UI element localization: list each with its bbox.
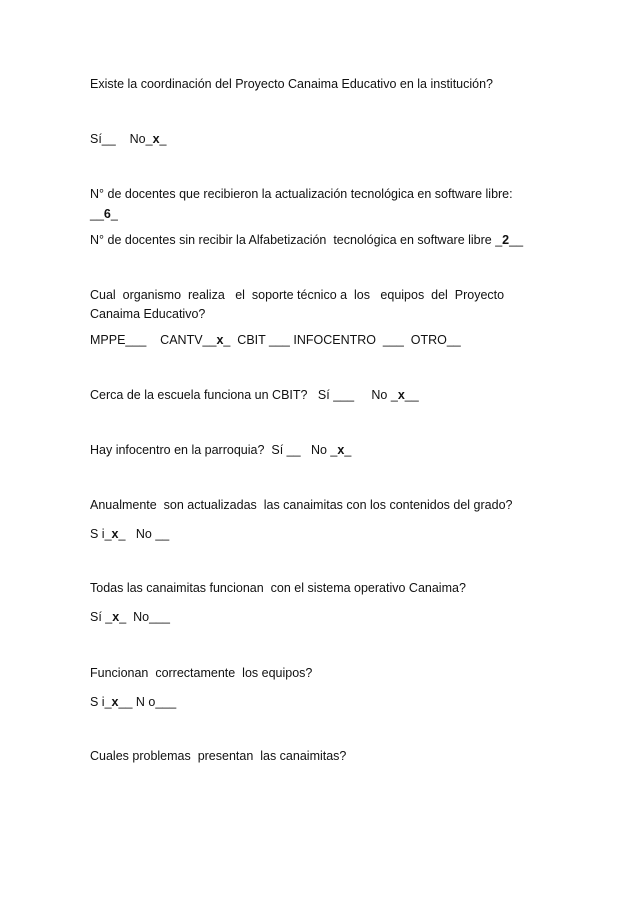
q8-answer-prefix: S i_ — [90, 695, 112, 709]
q7-mark: x — [112, 610, 120, 624]
q7-answer-suffix: _ No___ — [119, 610, 170, 624]
q6-mark: x — [111, 527, 119, 541]
q5-text: Hay infocentro en la parroquia? Sí __ No _ — [90, 443, 338, 457]
q3-options-mppe: MPPE___ CANTV__ — [90, 333, 217, 347]
q2-line2 — [90, 206, 118, 222]
q4-text: Cerca de la escuela funciona un CBIT? Sí ___ No _ — [90, 388, 398, 402]
q1-answer — [90, 131, 166, 147]
q4-line — [90, 387, 419, 403]
q2-line3 — [90, 232, 523, 248]
q1-gap — [116, 132, 130, 146]
q2-line3-value: 2 — [502, 233, 510, 247]
q5-line — [90, 442, 351, 458]
q2-line2-suffix: _ — [110, 207, 118, 221]
q2-line2-prefix: __ — [90, 207, 104, 221]
q3-options — [90, 332, 461, 348]
q2-line3-prefix: N° de docentes sin recibir la Alfabetización tecnológica en software libre _ — [90, 233, 503, 247]
q3-question-line2: Canaima Educativo? — [90, 307, 206, 321]
q5-suffix: _ — [344, 443, 352, 457]
q1-si: Sí__ — [90, 132, 116, 146]
q3-options-rest: _ CBIT ___ INFOCENTRO ___ OTRO__ — [223, 333, 461, 347]
q1-question: Existe la coordinación del Proyecto Canaima Educativo en la institución? — [90, 77, 494, 91]
q1-no-suffix: _ — [159, 132, 167, 146]
q7-answer-prefix: Sí _ — [90, 610, 113, 624]
q8-answer — [90, 694, 176, 710]
q4-mark: x — [397, 388, 405, 402]
q6-answer-suffix: _ No __ — [118, 527, 170, 541]
q9-question: Cuales problemas presentan las canaimitas? — [90, 749, 347, 763]
q2-line2-value: 6 — [103, 207, 111, 221]
q7-answer — [90, 609, 170, 625]
q8-question: Funcionan correctamente los equipos? — [90, 666, 313, 680]
q4-suffix: __ — [404, 388, 419, 402]
q8-answer-suffix: __ N o___ — [118, 695, 177, 709]
q2-line1: N° de docentes que recibieron la actualización tecnológica en software libre: — [90, 187, 513, 201]
q1-no-mark: x — [152, 132, 160, 146]
q3-question-line1: Cual organismo realiza el soporte técnico a los equipos del Proyecto — [90, 288, 505, 302]
q5-mark: x — [337, 443, 345, 457]
q2-line3-suffix: __ — [509, 233, 524, 247]
q3-cantv-mark: x — [216, 333, 224, 347]
q1-no-prefix: No_ — [129, 132, 153, 146]
q7-question: Todas las canaimitas funcionan con el sistema operativo Canaima? — [90, 581, 466, 595]
q6-answer — [90, 526, 169, 542]
q6-answer-prefix: S i_ — [90, 527, 112, 541]
q6-question: Anualmente son actualizadas las canaimitas con los contenidos del grado? — [90, 498, 513, 512]
q8-mark: x — [111, 695, 119, 709]
